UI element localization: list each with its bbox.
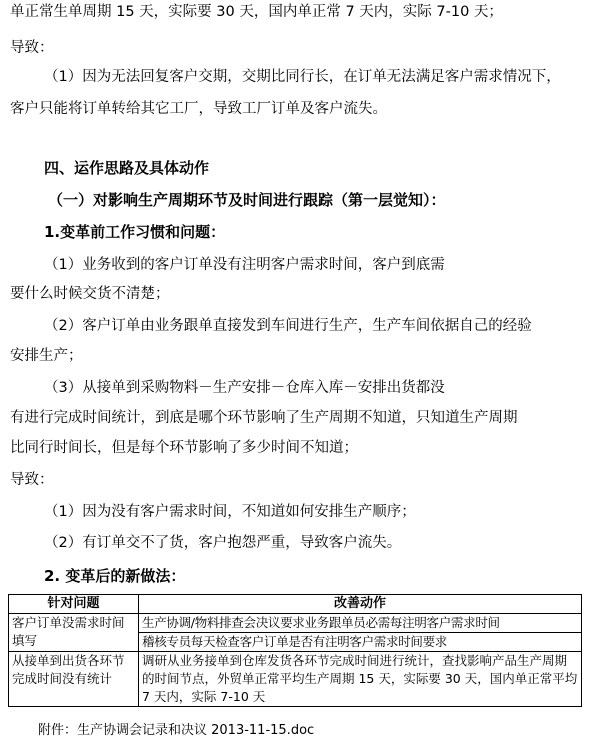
attachment-note: 附件：生产协调会记录和决议 2013-11-15.doc: [38, 723, 315, 738]
subsection-heading: （一）对影响生产周期环节及时间进行跟踪（第一层觉知）：: [48, 191, 446, 209]
improvement-table: [8, 594, 582, 707]
point-heading-2: 2. 变革后的新做法：: [44, 567, 186, 585]
column-header-action: 改善动作: [139, 595, 582, 614]
result-item-2-2: （2）有订单交不了货，客户抱怨严重，导致客户流失。: [44, 535, 402, 551]
table-header-row: [9, 595, 582, 614]
table-cell-action: 调研从业务接单到仓库发货各环节完成时间进行统计，查找影响产品生产周期的时间节点，外贸单正常平均生产周期 15 天，实际要 30 天，国内单正常平均 7 天内，实际 7-10 天: [139, 652, 582, 707]
result-item-2-1: （1）因为没有客户需求时间，不知道如何安排生产顺序；: [44, 504, 416, 520]
table-cell-action: 稽核专员每天检查客户订单是否有注明客户需求时间要求: [139, 633, 582, 652]
issue-item-3: （3）从接单到采购物料－生产安排－仓库入库－安排出货都没: [44, 380, 445, 396]
result-label-2: 导致：: [10, 472, 54, 488]
issue-item-3-cont: 有进行完成时间统计，到底是哪个环节影响了生产周期不知道，只知道生产周期: [10, 410, 518, 426]
result-item-1-cont: 客户只能将订单转给其它工厂，导致工厂订单及客户流失。: [10, 101, 387, 117]
table-row: [9, 652, 582, 707]
table-cell-problem: 客户订单没需求时间填写: [9, 614, 139, 652]
issue-item-2: （2）客户订单由业务跟单直接发到车间进行生产，生产车间依据自己的经验: [44, 318, 532, 334]
result-label: 导致：: [10, 40, 54, 56]
issue-item-1: （1）业务收到的客户订单没有注明客户需求时间，客户到底需: [44, 257, 445, 273]
result-item-1: （1）因为无法回复客户交期，交期比同行长，在订单无法满足客户需求情况下，: [44, 69, 561, 85]
table-cell-problem: 从接单到出货各环节完成时间没有统计: [9, 652, 139, 707]
issue-item-3-cont2: 比同行时间长，但是每个环节影响了多少时间不知道；: [10, 440, 358, 456]
section-heading: 四、运作思路及具体动作: [44, 159, 210, 177]
point-heading-1: 1.变革前工作习惯和问题：: [44, 223, 226, 241]
table-cell-action: 生产协调/物料排查会决议要求业务跟单员必需每注明客户需求时间: [139, 614, 582, 633]
paragraph-cycle-text: 单正常生单周期 15 天，实际要 30 天，国内单正常 7 天内，实际 7-10 天；: [10, 4, 503, 20]
issue-item-2-cont: 安排生产；: [10, 348, 83, 364]
issue-item-1-cont: 要什么时候交货不清楚；: [10, 286, 170, 302]
column-header-problem: 针对问题: [9, 595, 139, 614]
table-row: [9, 614, 582, 633]
